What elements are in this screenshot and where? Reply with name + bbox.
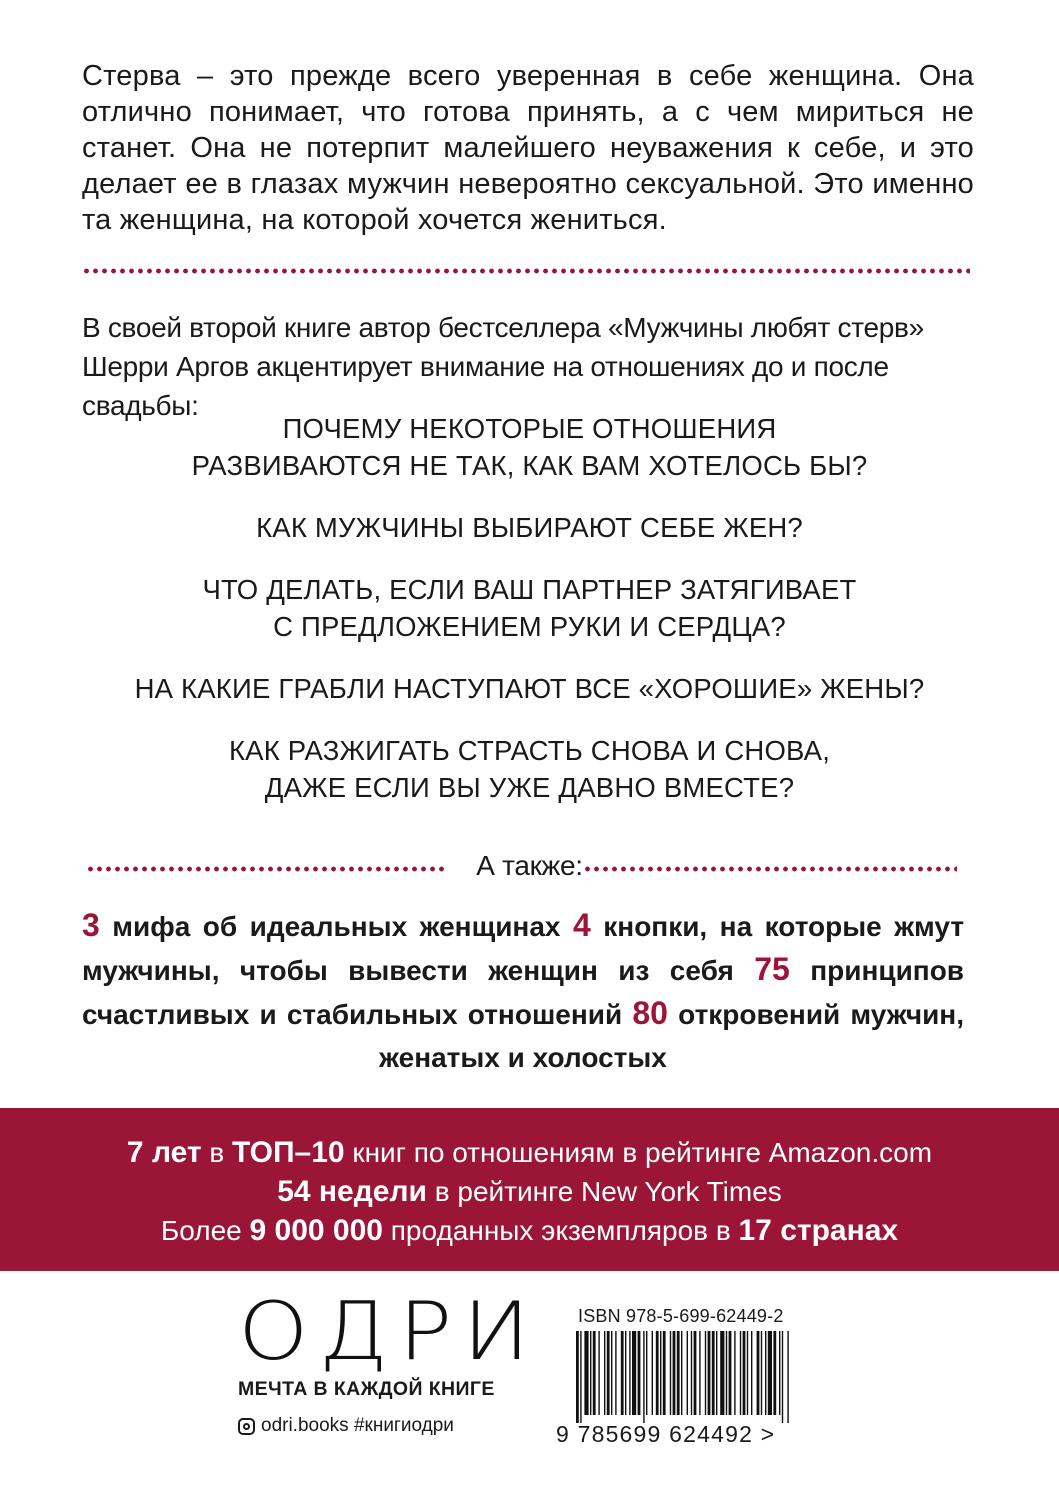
band-emphasis: ТОП–10: [232, 1136, 345, 1169]
barcode-bar: [734, 1331, 735, 1415]
question-item: [0, 571, 1059, 645]
barcode-bar: [660, 1331, 661, 1415]
band-text: Более: [160, 1215, 250, 1246]
barcode-bar: [720, 1331, 724, 1415]
barcode-bar: [632, 1331, 636, 1415]
question-line: ЧТО ДЕЛАТЬ, ЕСЛИ ВАШ ПАРТНЕР ЗАТЯГИВАЕТ: [202, 574, 857, 605]
instagram-icon: [238, 1418, 255, 1435]
fact-text: принципов счастливых и стабильных отношений: [82, 955, 965, 1030]
barcode-bar: [576, 1331, 579, 1423]
band-line-3: [0, 1211, 1059, 1250]
band-line-1: [0, 1133, 1059, 1172]
dotted-divider-top: [82, 268, 970, 274]
barcode-bar: [787, 1331, 788, 1423]
barcode-bar: [782, 1331, 783, 1423]
barcode-bar: [716, 1331, 717, 1415]
barcode-bar: [625, 1331, 626, 1415]
barcode-bar: [677, 1331, 680, 1415]
fact-number: 75: [754, 951, 790, 987]
barcode-bar: [691, 1331, 692, 1415]
isbn-digits: 9 785699 624492 >: [556, 1421, 776, 1447]
barcode-bar: [743, 1331, 746, 1415]
barcode-bar: [779, 1331, 780, 1415]
barcode-bar: [687, 1331, 688, 1415]
achievements-band: [0, 1108, 1059, 1271]
barcode-image: [576, 1331, 792, 1423]
band-text: книг по отношениям в рейтинге Amazon.com: [344, 1137, 933, 1168]
barcode-bar: [663, 1331, 666, 1415]
barcode-bar: [708, 1331, 711, 1415]
barcode-bar: [611, 1331, 612, 1415]
barcode-bar: [705, 1331, 706, 1415]
barcode-bar: [621, 1331, 624, 1415]
barcode-bar: [580, 1331, 581, 1423]
lead-paragraph: В своей второй книге автор бестселлера «Мужчины любят стерв» Шерри Аргов акцентирует внимание на отношениях до и после свадьбы:: [82, 312, 924, 421]
band-emphasis: 54 недели: [277, 1175, 427, 1208]
fact-text: мифа об идеальных женщинах: [112, 911, 561, 942]
barcode-bar: [747, 1331, 748, 1415]
publisher-tagline: МЕЧТА В КАЖДОЙ КНИГЕ: [238, 1378, 495, 1400]
band-text: проданных экземпляров в: [382, 1215, 739, 1246]
fact-number: 3: [82, 907, 100, 943]
barcode-bar: [598, 1331, 599, 1415]
barcode-bar: [729, 1331, 732, 1415]
social-handle: odri.books #книгиодри: [261, 1415, 454, 1436]
facts-block: [82, 904, 964, 1079]
band-emphasis: 17 странах: [738, 1214, 899, 1247]
barcode-bar: [681, 1331, 682, 1415]
question-line: РАЗВИВАЮТСЯ НЕ ТАК, КАК ВАМ ХОТЕЛОСЬ БЫ?: [191, 450, 868, 481]
band-emphasis: 7 лет: [126, 1136, 202, 1169]
barcode-bar: [757, 1331, 760, 1415]
question-line: ДАЖЕ ЕСЛИ ВЫ УЖЕ ДАВНО ВМЕСТЕ?: [264, 772, 795, 803]
barcode-bar: [673, 1331, 676, 1415]
barcode-bar: [740, 1331, 741, 1415]
barcode-bar: [638, 1331, 641, 1415]
publisher-logo: ОДРИ: [238, 1285, 541, 1378]
barcode-bar: [761, 1331, 762, 1415]
barcode-bar: [615, 1331, 616, 1415]
questions-list: [0, 410, 1059, 831]
question-item: [0, 509, 1059, 546]
barcode-bar: [584, 1331, 588, 1415]
barcode-bar: [768, 1331, 772, 1415]
isbn-label: ISBN 978-5-699-62449-2: [578, 1306, 784, 1326]
question-line: НА КАКИЕ ГРАБЛИ НАСТУПАЮТ ВСЕ «ХОРОШИЕ» ЖЕНЫ?: [134, 673, 925, 704]
question-line: ПОЧЕМУ НЕКОТОРЫЕ ОТНОШЕНИЯ: [282, 413, 777, 444]
fact-number: 80: [632, 995, 668, 1031]
question-item: [0, 670, 1059, 707]
barcode-bar: [773, 1331, 776, 1415]
publisher-logo-block: [238, 1285, 541, 1437]
barcode-bar: [751, 1331, 752, 1415]
barcode-bar: [699, 1331, 700, 1415]
barcode-bar: [590, 1331, 591, 1415]
band-text: в: [201, 1137, 233, 1168]
question-item: [0, 410, 1059, 484]
barcode-bar: [656, 1331, 659, 1415]
band-emphasis: 9 000 000: [249, 1214, 383, 1247]
question-line: С ПРЕДЛОЖЕНИЕМ РУКИ И СЕРДЦА?: [273, 611, 786, 642]
barcode-bar: [712, 1331, 715, 1415]
barcode-bar: [765, 1331, 766, 1415]
barcode-bar: [607, 1331, 610, 1415]
fact-number: 4: [572, 907, 591, 943]
barcode-bar: [652, 1331, 653, 1415]
fact-text: откровений мужчин, женатых и холостых: [379, 999, 965, 1073]
intro-paragraph: Стерва – это прежде всего уверенная в себе женщина. Она отлично понимает, что готова принять, а с чем мириться не станет. Она не потерпит малейшего неуважения к себе, и это делает ее в глазах мужчин невероятно сексуальной. Это именно та женщина, на которой хочется жениться.: [82, 60, 974, 236]
isbn-block: [556, 1306, 806, 1448]
barcode-bar: [726, 1331, 727, 1415]
question-item: [0, 732, 1059, 806]
barcode-bar: [646, 1331, 647, 1415]
publisher-social: [238, 1415, 498, 1437]
band-text: в рейтинге New York Times: [426, 1176, 782, 1207]
band-line-2: [0, 1172, 1059, 1211]
question-line: КАК МУЖЧИНЫ ВЫБИРАЮТ СЕБЕ ЖЕН?: [256, 512, 803, 543]
barcode-bar: [694, 1331, 697, 1415]
fact-text: кнопки, на которые жмут мужчины, чтобы вывести женщин из себя: [82, 911, 965, 986]
also-label: А также:: [476, 850, 583, 881]
barcode-bar: [670, 1331, 671, 1415]
dotted-divider-right: [583, 866, 957, 872]
barcode-bar: [629, 1331, 630, 1415]
question-line: КАК РАЗЖИГАТЬ СТРАСТЬ СНОВА И СНОВА,: [228, 735, 831, 766]
barcode-bar: [604, 1331, 605, 1415]
barcode-bar: [593, 1331, 596, 1415]
barcode-bar: [643, 1331, 644, 1423]
